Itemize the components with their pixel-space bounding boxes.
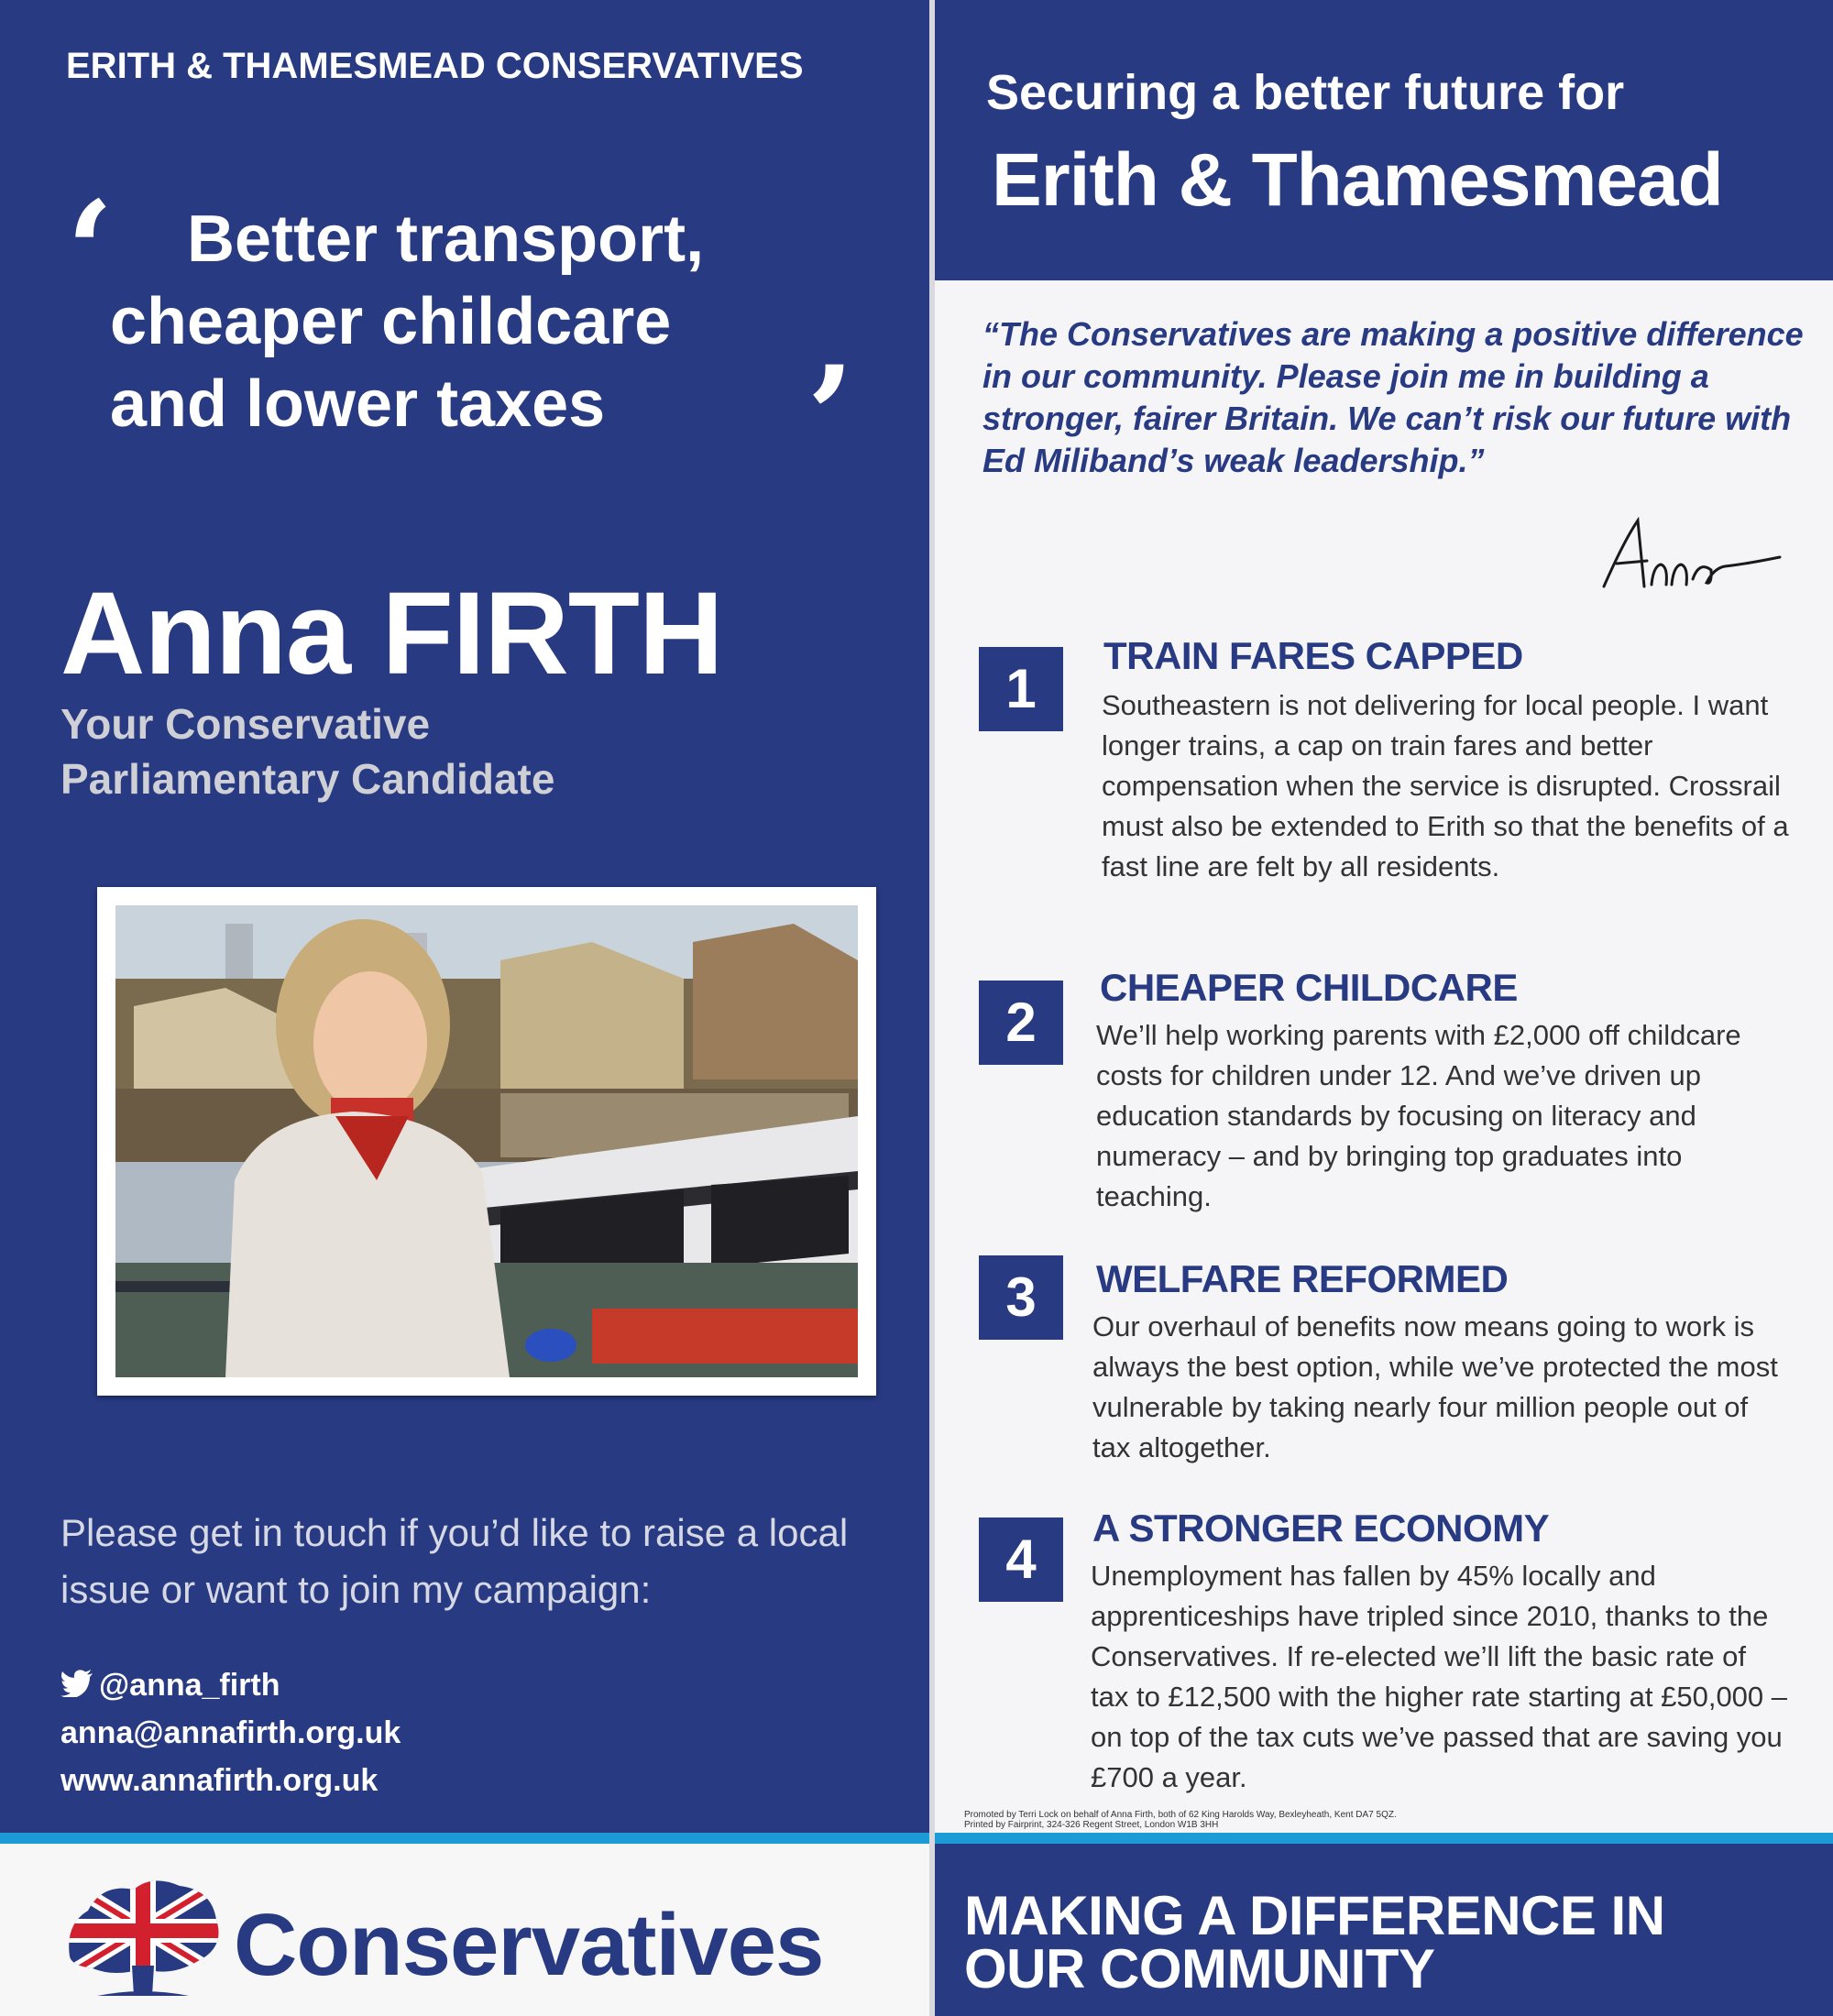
website-link[interactable]: www.annafirth.org.uk: [60, 1763, 379, 1798]
imprint-line-1: Promoted by Terri Lock on behalf of Anna Firth, both of 62 King Harolds Way, Bexleyheath, Kent DA7 5QZ.: [964, 1810, 1397, 1820]
candidate-quote: “The Conservatives are making a positive difference in our community. Please join me in building a stronger, fairer Britain. We can’t risk our future with Ed Miliband’s weak leadership.”: [982, 315, 1804, 479]
footer-line-1: MAKING A DIFFERENCE IN: [964, 1885, 1665, 1946]
candidate-photo: [97, 887, 876, 1396]
imprint-line-2: Printed by Fairprint, 324-326 Regent Street, London W1B 3HH: [964, 1820, 1219, 1830]
quote-close-icon: ’: [807, 336, 855, 498]
slogan: [110, 198, 843, 445]
right-heading-line-2: Erith & Thamesmead: [992, 138, 1723, 222]
twitter-contact[interactable]: [60, 1668, 280, 1705]
logo-text: Conservatives: [234, 1896, 824, 1994]
footer-slogan: [964, 1885, 1789, 2000]
point-body-3: Our overhaul of benefits now means going to work is always the best option, while we’ve protected the most vulnerable by taking nearly four million people out of tax altogether.: [1092, 1310, 1778, 1463]
point-number-1: 1: [979, 647, 1063, 731]
role-line-1: Your Conservative: [60, 700, 431, 748]
slogan-line-3: and lower taxes: [110, 367, 606, 441]
candidate-role: [60, 696, 794, 806]
imprint: [964, 1810, 1606, 1830]
union-flag-tree-logo: [60, 1869, 225, 2002]
role-line-2: Parliamentary Candidate: [60, 755, 555, 803]
point-number-2: 2: [979, 981, 1063, 1065]
point-body-1: Southeastern is not delivering for local people. I want longer trains, a cap on train fares and better compensation when the service is disrupted. Crossrail must also be extended to Erith so that the benefits of a fast line are felt by all residents.: [1102, 689, 1789, 882]
twitter-icon: [60, 1670, 93, 1705]
photo-image: [115, 905, 858, 1377]
twitter-handle: @anna_firth: [99, 1668, 280, 1703]
right-heading-line-1: Securing a better future for: [986, 65, 1625, 120]
contact-intro: Please get in touch if you’d like to raise a local issue or want to join my campaign:: [60, 1511, 849, 1611]
point-title-3: WELFARE REFORMED: [1096, 1257, 1509, 1300]
point-body-4: Unemployment has fallen by 45% locally and apprenticeships have tripled since 2010, thanks to the Conservatives. If re-elected we’ll lift the basic rate of tax to £12,500 with the higher rate starting at £50,000 – on top of the tax cuts we’ve passed that are saving you £700 a year.: [1091, 1560, 1788, 1793]
email-link[interactable]: anna@annafirth.org.uk: [60, 1715, 401, 1750]
candidate-name: Anna FIRTH: [60, 568, 723, 699]
point-body-2: We’ll help working parents with £2,000 off childcare costs for children under 12. And we’ve driven up education standards by focusing on literacy and numeracy – and by bringing top graduates into teaching.: [1096, 1019, 1741, 1212]
quote-open-icon: ‘: [66, 171, 115, 333]
slogan-line-2: cheaper childcare: [110, 285, 672, 358]
point-title-1: TRAIN FARES CAPPED: [1103, 634, 1523, 677]
right-accent-strip: [935, 1833, 1833, 1844]
point-number-3: 3: [979, 1255, 1063, 1340]
signature: [1597, 513, 1789, 609]
point-number-4: 4: [979, 1517, 1063, 1602]
left-accent-strip: [0, 1833, 929, 1844]
footer-line-2: OUR COMMUNITY: [964, 1938, 1435, 2000]
slogan-line-1: Better transport,: [187, 203, 705, 276]
org-name: ERITH & THAMESMEAD CONSERVATIVES: [66, 46, 804, 86]
point-title-2: CHEAPER CHILDCARE: [1100, 966, 1518, 1009]
point-title-4: A STRONGER ECONOMY: [1092, 1507, 1550, 1550]
